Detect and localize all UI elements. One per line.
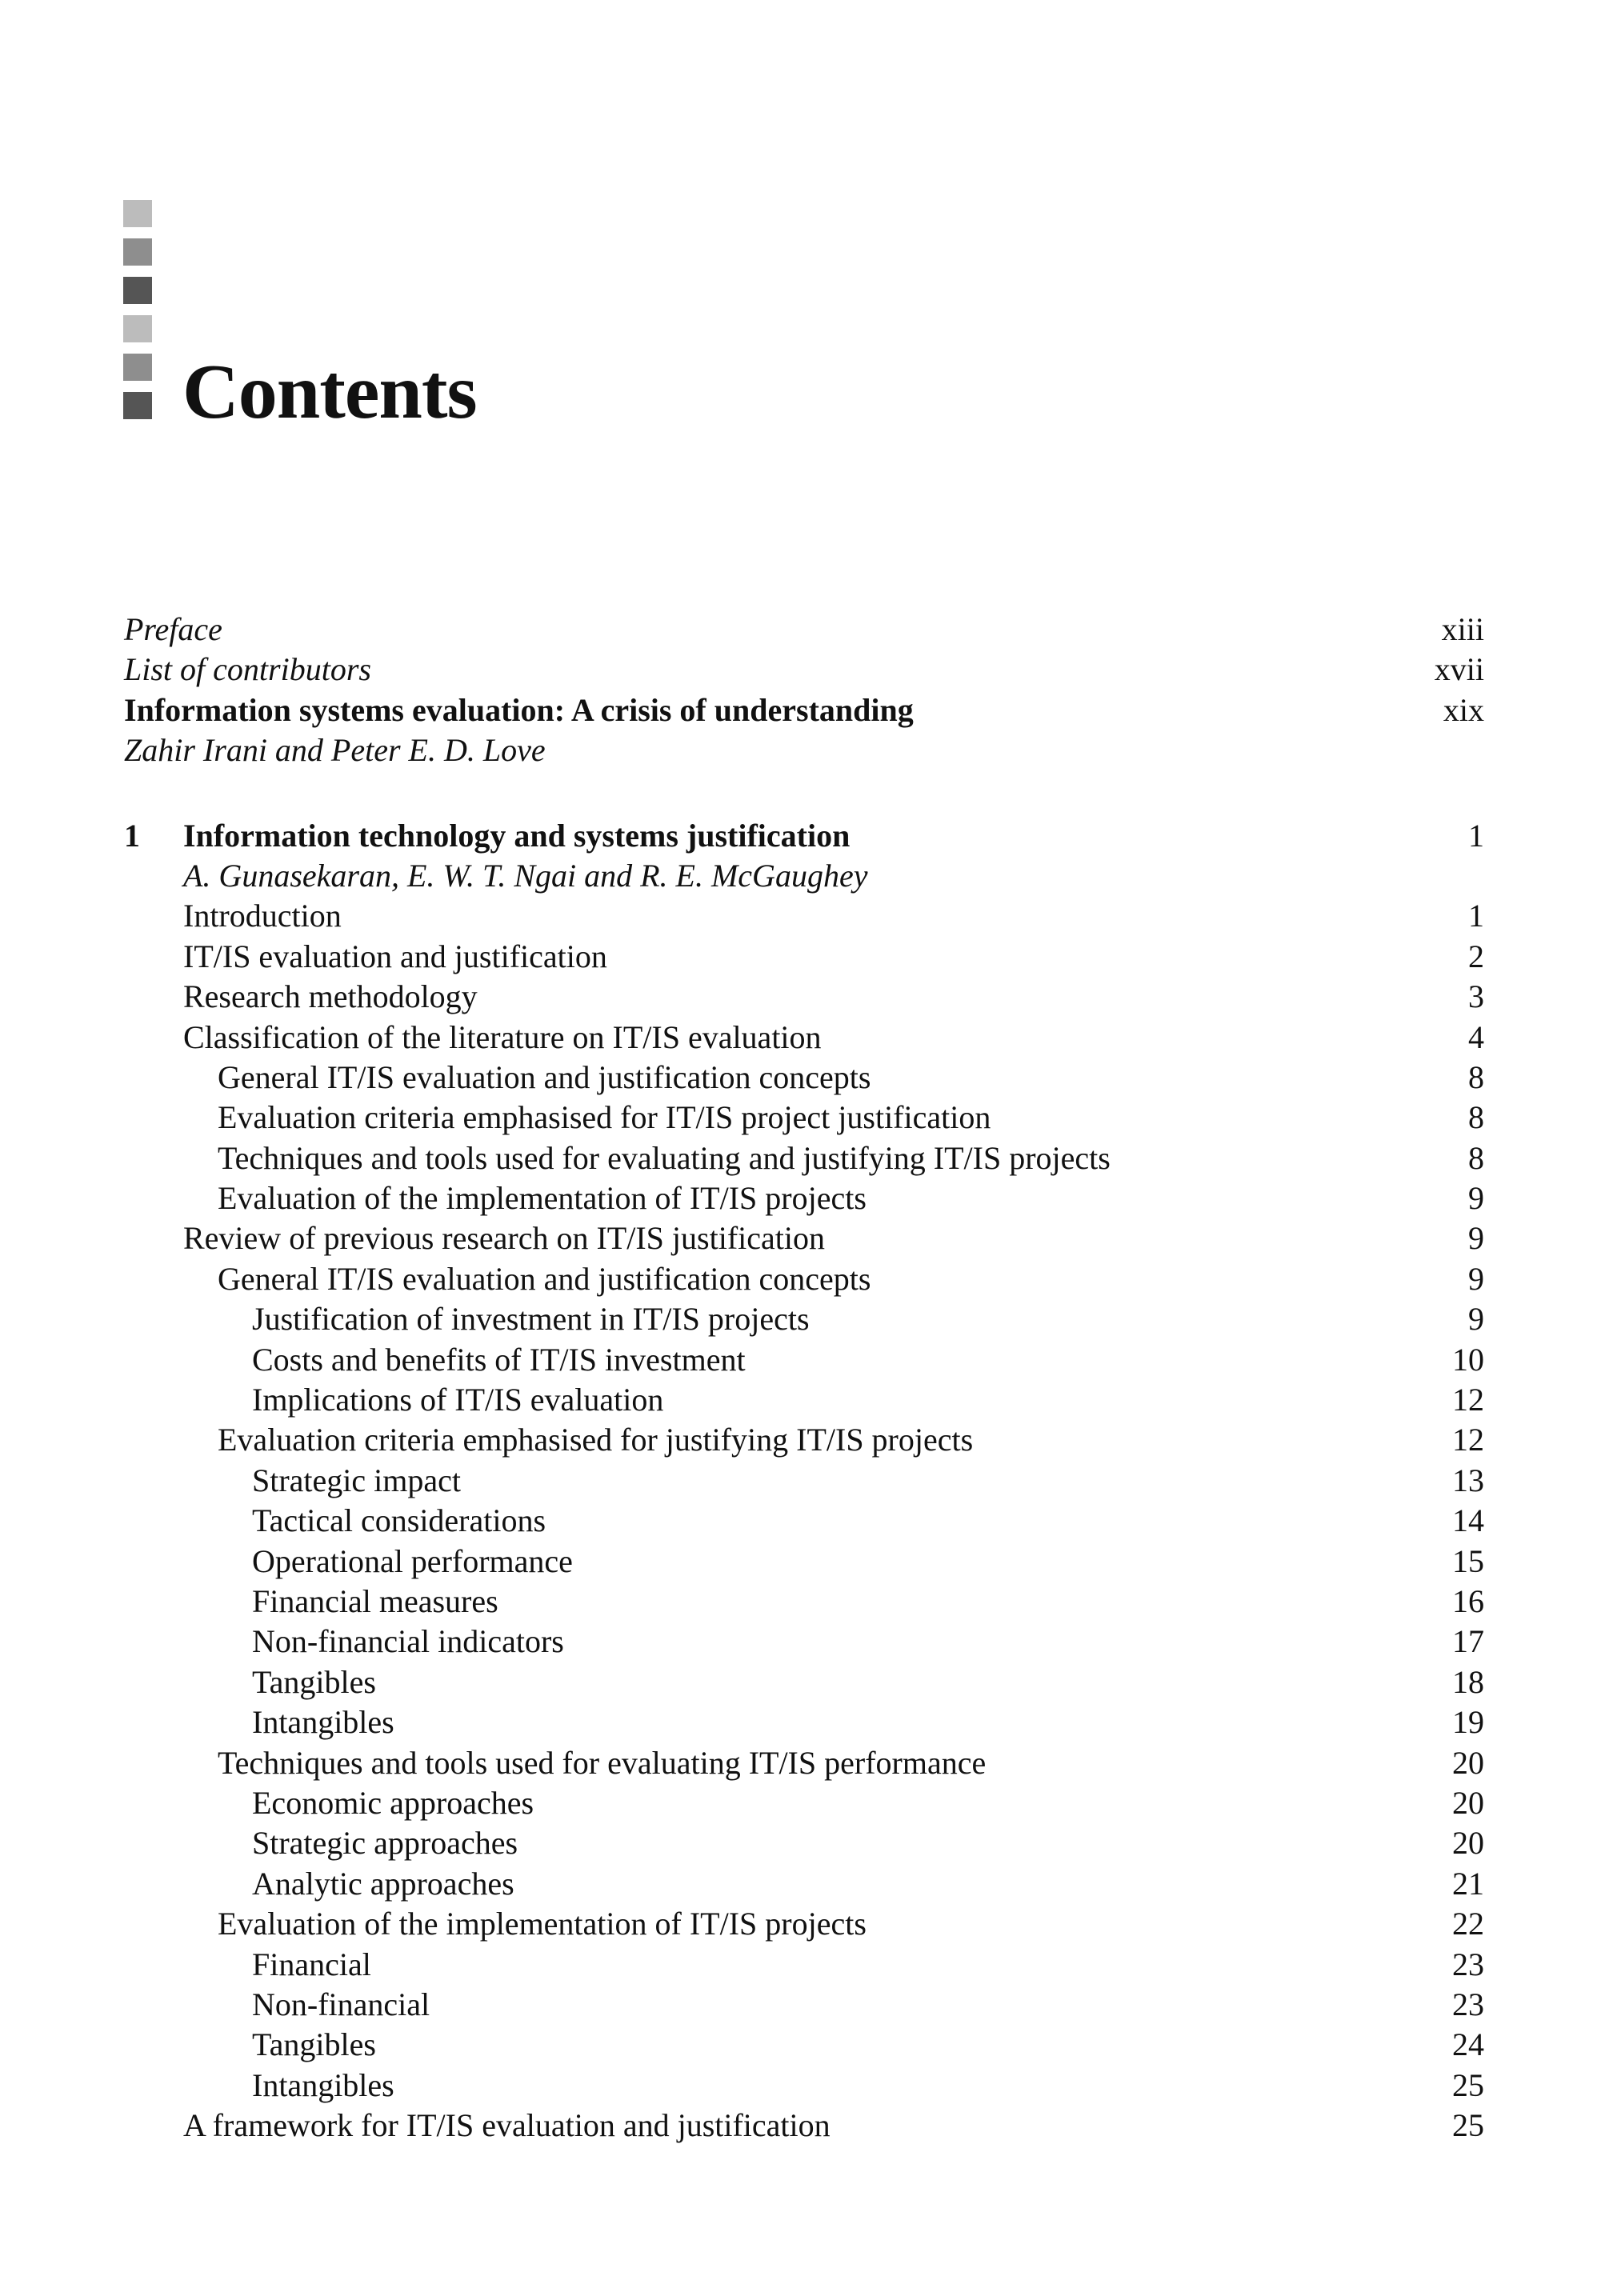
toc-entry-title: Non-financial indicators <box>252 1623 564 1660</box>
decorative-square <box>123 392 152 419</box>
toc-entry-page: 3 <box>1468 978 1484 1015</box>
toc-entry-page: 23 <box>1452 1986 1484 2022</box>
toc-entry-title: Tactical considerations <box>252 1502 546 1539</box>
toc-entry-page: 18 <box>1452 1663 1484 1700</box>
toc-entry[interactable] <box>124 1823 1484 1863</box>
decorative-square <box>123 277 152 304</box>
toc-entry-page: 20 <box>1452 1744 1484 1781</box>
toc-entry-page: 20 <box>1452 1825 1484 1862</box>
toc-entry-page: xiii <box>1441 611 1484 647</box>
toc-chapter-1[interactable] <box>124 816 1484 856</box>
toc-entry-title: Information systems evaluation: A crisis of understanding <box>124 691 914 728</box>
toc-entry-title: Costs and benefits of IT/IS investment <box>252 1341 746 1378</box>
toc-entry-title: Evaluation criteria emphasised for IT/IS project justification <box>218 1099 991 1136</box>
toc-entry-preface[interactable] <box>124 610 1484 650</box>
toc-entry-introduction-essay[interactable] <box>124 690 1484 730</box>
toc-entry-title: Strategic approaches <box>252 1825 518 1862</box>
toc-entry-title: Preface <box>124 611 222 647</box>
toc-entry[interactable] <box>124 1542 1484 1582</box>
toc-entry[interactable] <box>124 937 1484 977</box>
toc-entry-title: Evaluation of the implementation of IT/IS projects <box>218 1906 867 1942</box>
toc-entry-title: Techniques and tools used for evaluating IT/IS performance <box>218 1744 987 1781</box>
toc-entry[interactable] <box>124 1218 1484 1258</box>
toc-entry-title: List of contributors <box>124 651 371 688</box>
toc-entry-page: 12 <box>1452 1382 1484 1418</box>
chapter-number: 1 <box>124 817 140 854</box>
toc-entry-title: IT/IS evaluation and justification <box>183 938 607 974</box>
toc-entry-page: 12 <box>1452 1422 1484 1458</box>
chapter-authors: A. Gunasekaran, E. W. T. Ngai and R. E. McGaughey <box>183 857 868 894</box>
toc-entry-authors <box>124 730 1484 770</box>
chapter-page: 1 <box>1468 817 1484 854</box>
toc-entry-page: 24 <box>1452 2026 1484 2063</box>
toc-entry[interactable] <box>124 1743 1484 1783</box>
toc-entry[interactable] <box>124 1259 1484 1299</box>
toc-entry-title: Intangibles <box>252 1704 394 1741</box>
toc-entry-title: A framework for IT/IS evaluation and justification <box>183 2107 831 2144</box>
toc-authors: Zahir Irani and Peter E. D. Love <box>124 732 546 769</box>
toc-entry[interactable] <box>124 977 1484 1017</box>
toc-entry[interactable] <box>124 1299 1484 1339</box>
toc-entry-page: 9 <box>1468 1180 1484 1217</box>
toc-entry-title: Economic approaches <box>252 1784 534 1821</box>
toc-entry-page: 22 <box>1452 1906 1484 1942</box>
toc-entry-page: xvii <box>1434 651 1484 688</box>
decorative-square <box>123 200 152 227</box>
toc-entry-title: Analytic approaches <box>252 1865 514 1902</box>
toc-entry[interactable] <box>124 1178 1484 1218</box>
page-title: Contents <box>182 349 477 435</box>
toc-entry-page: 20 <box>1452 1784 1484 1821</box>
toc-entry-page: 9 <box>1468 1220 1484 1257</box>
table-of-contents <box>124 610 1484 2146</box>
toc-entry[interactable] <box>124 1340 1484 1380</box>
toc-entry-page: 23 <box>1452 1946 1484 1982</box>
toc-entry-title: Introduction <box>183 898 342 934</box>
toc-entry[interactable] <box>124 1461 1484 1501</box>
toc-entry[interactable] <box>124 2066 1484 2106</box>
toc-entry-page: 17 <box>1452 1623 1484 1660</box>
decorative-square <box>123 354 152 381</box>
toc-entry[interactable] <box>124 1783 1484 1823</box>
toc-entry-title: General IT/IS evaluation and justification concepts <box>218 1260 871 1297</box>
toc-entry-title: Strategic impact <box>252 1462 462 1498</box>
toc-entry-title: General IT/IS evaluation and justification concepts <box>218 1058 871 1095</box>
chapter-title: Information technology and systems justification <box>183 817 851 854</box>
toc-entry-title: Non-financial <box>252 1986 430 2022</box>
toc-entry[interactable] <box>124 1501 1484 1541</box>
toc-entry-title: Evaluation of the implementation of IT/IS projects <box>218 1180 867 1217</box>
toc-entry[interactable] <box>124 1582 1484 1622</box>
toc-entry-page: 8 <box>1468 1099 1484 1136</box>
toc-entry-page: 8 <box>1468 1139 1484 1176</box>
toc-entry[interactable] <box>124 1945 1484 1985</box>
toc-entry-title: Financial measures <box>252 1582 498 1619</box>
toc-entry-title: Implications of IT/IS evaluation <box>252 1382 664 1418</box>
toc-entry-title: Techniques and tools used for evaluating and justifying IT/IS projects <box>218 1139 1111 1176</box>
toc-entry[interactable] <box>124 1018 1484 1058</box>
toc-chapter-authors <box>124 856 1484 896</box>
toc-entry[interactable] <box>124 1098 1484 1138</box>
toc-entry-title: Operational performance <box>252 1542 573 1579</box>
toc-entry-page: 21 <box>1452 1865 1484 1902</box>
decorative-square <box>123 315 152 342</box>
toc-entry[interactable] <box>124 1864 1484 1904</box>
toc-entry-title: Justification of investment in IT/IS projects <box>252 1301 810 1338</box>
toc-entry[interactable] <box>124 1058 1484 1098</box>
toc-entry-page: 1 <box>1468 898 1484 934</box>
toc-entry-page: 25 <box>1452 2107 1484 2144</box>
toc-entry-page: 10 <box>1452 1341 1484 1378</box>
toc-entry[interactable] <box>124 1904 1484 1944</box>
toc-entry-title: Research methodology <box>183 978 478 1015</box>
toc-entry-title: Classification of the literature on IT/IS evaluation <box>183 1018 822 1055</box>
toc-entry-page: 4 <box>1468 1018 1484 1055</box>
toc-entry-page: 25 <box>1452 2066 1484 2103</box>
toc-entry-title: Tangibles <box>252 2026 376 2063</box>
toc-entry-page: 8 <box>1468 1058 1484 1095</box>
toc-entry[interactable] <box>124 1662 1484 1702</box>
toc-entry[interactable] <box>124 2025 1484 2065</box>
toc-entry[interactable] <box>124 1985 1484 2025</box>
toc-entry-page: 19 <box>1452 1704 1484 1741</box>
toc-entry-page: 9 <box>1468 1301 1484 1338</box>
toc-entry[interactable] <box>124 1138 1484 1178</box>
toc-entry-title: Evaluation criteria emphasised for justifying IT/IS projects <box>218 1422 974 1458</box>
toc-entry-title: Review of previous research on IT/IS justification <box>183 1220 825 1257</box>
toc-entry-page: 2 <box>1468 938 1484 974</box>
toc-entry-page: xix <box>1443 691 1484 728</box>
toc-entry[interactable] <box>124 896 1484 936</box>
toc-entry-page: 9 <box>1468 1260 1484 1297</box>
toc-entry-title: Tangibles <box>252 1663 376 1700</box>
toc-entry-title: Financial <box>252 1946 371 1982</box>
toc-entry[interactable] <box>124 1420 1484 1460</box>
toc-entry[interactable] <box>124 1702 1484 1742</box>
toc-entry[interactable] <box>124 1380 1484 1420</box>
toc-entry[interactable] <box>124 1622 1484 1662</box>
toc-entry-title: Intangibles <box>252 2066 394 2103</box>
toc-entry-contributors[interactable] <box>124 650 1484 690</box>
toc-entry[interactable] <box>124 2106 1484 2146</box>
toc-entry-page: 14 <box>1452 1502 1484 1539</box>
toc-entry-page: 15 <box>1452 1542 1484 1579</box>
toc-entry-page: 16 <box>1452 1582 1484 1619</box>
decorative-square <box>123 238 152 266</box>
toc-entry-page: 13 <box>1452 1462 1484 1498</box>
